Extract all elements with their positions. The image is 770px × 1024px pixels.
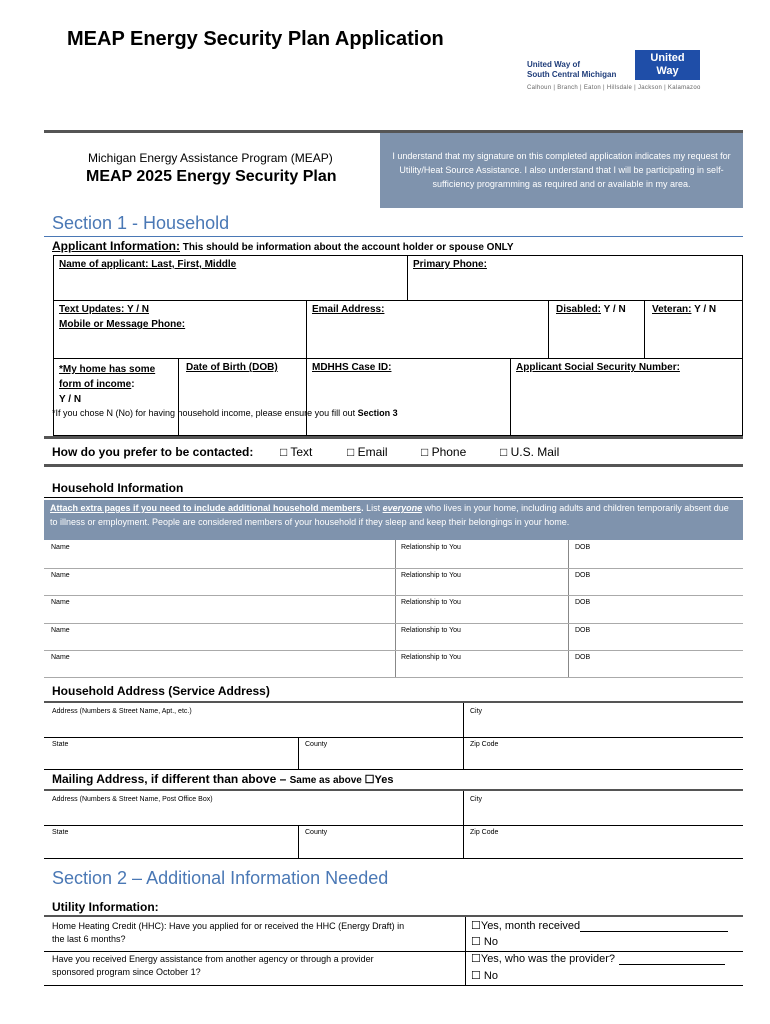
banner-subtitle: Michigan Energy Assistance Program (MEAP)	[88, 151, 333, 165]
hh-row-line-4	[44, 650, 743, 651]
hh-row-line-2	[44, 595, 743, 596]
income-footnote	[52, 408, 398, 418]
mailing-address-bottom-rule	[44, 858, 743, 859]
utility-col-divider	[465, 917, 466, 985]
household-info-rule	[44, 497, 743, 498]
mdhhs-case-id-field[interactable]: MDHHS Case ID:	[312, 362, 392, 373]
mailing-city-field[interactable]: City	[470, 796, 483, 803]
contact-option-phone[interactable]: □ Phone	[421, 445, 467, 459]
section-1-rule	[44, 236, 743, 237]
col-divider-4	[644, 300, 645, 358]
contact-divider-bottom	[44, 464, 743, 467]
banner-rest: who lives in your home, including adults and children temporarily absent due to illness or employment. People are considered members of your household if they sleep and keep their belongings in your home.	[50, 503, 729, 527]
banner-title: MEAP 2025 Energy Security Plan	[86, 168, 337, 185]
hh-row-1-relationship[interactable]: Relationship to You	[401, 544, 461, 551]
banner-everyone: everyone	[382, 503, 423, 513]
col-divider-7	[510, 358, 511, 436]
banner-period: .	[361, 503, 364, 513]
applicant-info-label: Applicant Information:	[52, 239, 180, 253]
income-yn: Y / N	[59, 394, 82, 405]
hh-row-line-5	[44, 677, 743, 678]
contact-question: How do you prefer to be contacted:	[52, 445, 254, 459]
banner-list: List	[363, 503, 383, 513]
hh-row-5-relationship[interactable]: Relationship to You	[401, 654, 461, 661]
mailing-county-field[interactable]: County	[305, 829, 328, 836]
service-address-col-1	[463, 703, 464, 769]
attach-pages-link: Attach extra pages if you need to include additional household members	[50, 503, 362, 513]
page-title: MEAP Energy Security Plan Application	[67, 28, 444, 50]
energy-no-option[interactable]: ☐ No	[471, 970, 498, 982]
logo-tagline: Calhoun | Branch | Eaton | Hillsdale | Jackson | Kalamazoo	[527, 85, 701, 91]
hh-row-3-dob[interactable]: DOB	[575, 599, 591, 606]
footnote-bold: Section 3	[357, 408, 398, 418]
mailing-address-field[interactable]: Address (Numbers & Street Name, Post Office Box)	[52, 796, 213, 803]
veteran-label: Veteran:	[652, 304, 692, 315]
hh-row-5-dob[interactable]: DOB	[575, 654, 591, 661]
footnote-text: *If you chose N (No) for having household income, please ensure you fill out	[52, 408, 358, 418]
col-divider-1	[407, 255, 408, 300]
contact-option-mail[interactable]: □ U.S. Mail	[500, 445, 560, 459]
hhc-yes-option[interactable]	[471, 919, 728, 932]
row-divider-1	[53, 300, 743, 301]
hh-row-2-name[interactable]: Name	[51, 572, 70, 579]
same-as-above-label: Same as above	[289, 775, 365, 786]
applicant-info-heading	[52, 239, 514, 253]
mailing-heading-text: Mailing Address, if different than above –	[52, 772, 290, 786]
hhc-question-line-2: the last 6 months?	[52, 934, 126, 944]
hh-col-divider-2	[568, 540, 569, 677]
hh-row-2-dob[interactable]: DOB	[575, 572, 591, 579]
energy-question-line-2: sponsored program since October 1?	[52, 967, 201, 977]
hhc-question	[52, 920, 404, 946]
disabled-yn: Y / N	[601, 304, 626, 315]
hh-row-3-relationship[interactable]: Relationship to You	[401, 599, 461, 606]
col-divider-2	[306, 300, 307, 358]
hhc-yes-label: ☐Yes, month received	[471, 920, 581, 932]
household-info-heading: Household Information	[52, 481, 184, 495]
email-field[interactable]: Email Address:	[312, 304, 385, 315]
service-address-mid-rule	[44, 737, 743, 738]
service-county-field[interactable]: County	[305, 741, 328, 748]
hh-row-4-relationship[interactable]: Relationship to You	[401, 627, 461, 634]
col-divider-6	[306, 358, 307, 436]
energy-yes-option[interactable]	[471, 952, 725, 965]
section-1-heading: Section 1 - Household	[52, 213, 230, 233]
hhc-month-line[interactable]	[580, 922, 728, 932]
veteran-field[interactable]	[652, 304, 716, 315]
mailing-address-heading	[52, 772, 393, 786]
mailing-address-mid-rule	[44, 825, 743, 826]
service-state-field[interactable]: State	[52, 741, 69, 748]
household-instructions	[44, 500, 743, 540]
mailing-address-top-rule	[44, 789, 743, 791]
income-label-1: *My home has some	[59, 364, 156, 375]
logo-line-2: South Central Michigan	[527, 70, 617, 79]
col-divider-5	[178, 358, 179, 436]
section-2-heading: Section 2 – Additional Information Needed	[52, 868, 389, 888]
service-city-field[interactable]: City	[470, 708, 483, 715]
income-label-3: :	[131, 379, 135, 390]
hh-row-3-name[interactable]: Name	[51, 599, 70, 606]
mobile-phone-field[interactable]: Mobile or Message Phone:	[59, 319, 186, 330]
hh-row-line-1	[44, 568, 743, 569]
hh-col-divider-1	[395, 540, 396, 677]
utility-info-heading: Utility Information:	[52, 900, 159, 914]
veteran-yn: Y / N	[691, 304, 717, 315]
applicant-info-note: This should be information about the account holder or spouse ONLY	[180, 242, 514, 253]
united-way-logo-icon	[635, 50, 700, 80]
utility-top-rule	[44, 915, 743, 917]
signature-statement: I understand that my signature on this completed application indicates my request for Utility/Heat Source Assistance. I also understand that I will be participating in self-sufficiency programming as required and or available in my area.	[380, 133, 743, 208]
service-address-field[interactable]: Address (Numbers & Street Name, Apt., etc.)	[52, 708, 192, 715]
hhc-question-line-1: Home Heating Credit (HHC): Have you applied for or received the HHC (Energy Draft) in	[52, 921, 405, 931]
hh-row-1-name[interactable]: Name	[51, 544, 70, 551]
income-label-2: form of income	[59, 379, 132, 390]
service-address-bottom-rule	[44, 769, 743, 770]
service-address-top-rule	[44, 701, 743, 703]
hh-row-2-relationship[interactable]: Relationship to You	[401, 572, 461, 579]
same-as-above-checkbox[interactable]: ☐Yes	[364, 774, 394, 786]
mailing-zip-field[interactable]: Zip Code	[470, 829, 499, 836]
disabled-field[interactable]	[556, 304, 626, 315]
dob-field[interactable]: Date of Birth (DOB)	[186, 362, 278, 373]
text-updates-field[interactable]: Text Updates: Y / N	[59, 304, 150, 315]
logo-box-line-2: Way	[656, 65, 679, 77]
hhc-no-option[interactable]: ☐ No	[471, 936, 498, 948]
hh-row-4-dob[interactable]: DOB	[575, 627, 591, 634]
applicant-name-field[interactable]: Name of applicant: Last, First, Middle	[59, 259, 237, 270]
contact-option-text[interactable]: □ Text	[280, 445, 313, 459]
mailing-state-field[interactable]: State	[52, 829, 69, 836]
hh-row-5-name[interactable]: Name	[51, 654, 70, 661]
row-divider-2	[53, 358, 743, 359]
mailing-address-col-1	[463, 791, 464, 858]
ssn-field[interactable]: Applicant Social Security Number:	[516, 362, 680, 373]
contact-divider-top	[44, 436, 743, 439]
united-way-logo-text	[527, 60, 616, 80]
utility-bottom-rule	[44, 985, 743, 986]
logo-box-line-1: United	[650, 52, 685, 64]
service-zip-field[interactable]: Zip Code	[470, 741, 499, 748]
contact-option-email[interactable]: □ Email	[347, 445, 388, 459]
mailing-address-col-2	[298, 825, 299, 858]
hh-row-line-3	[44, 623, 743, 624]
primary-phone-field[interactable]: Primary Phone:	[413, 259, 487, 270]
provider-line[interactable]	[619, 955, 725, 965]
disabled-label: Disabled:	[556, 304, 602, 315]
col-divider-3	[548, 300, 549, 358]
energy-yes-label: ☐Yes, who was the provider?	[471, 953, 615, 965]
income-field[interactable]	[59, 362, 155, 407]
hh-row-1-dob[interactable]: DOB	[575, 544, 591, 551]
service-address-col-2	[298, 737, 299, 769]
hh-row-4-name[interactable]: Name	[51, 627, 70, 634]
energy-question-line-1: Have you received Energy assistance from another agency or through a provider	[52, 954, 374, 964]
logo-line-1: United Way of	[527, 60, 581, 69]
service-address-heading: Household Address (Service Address)	[52, 684, 270, 698]
energy-assistance-question	[52, 953, 374, 979]
